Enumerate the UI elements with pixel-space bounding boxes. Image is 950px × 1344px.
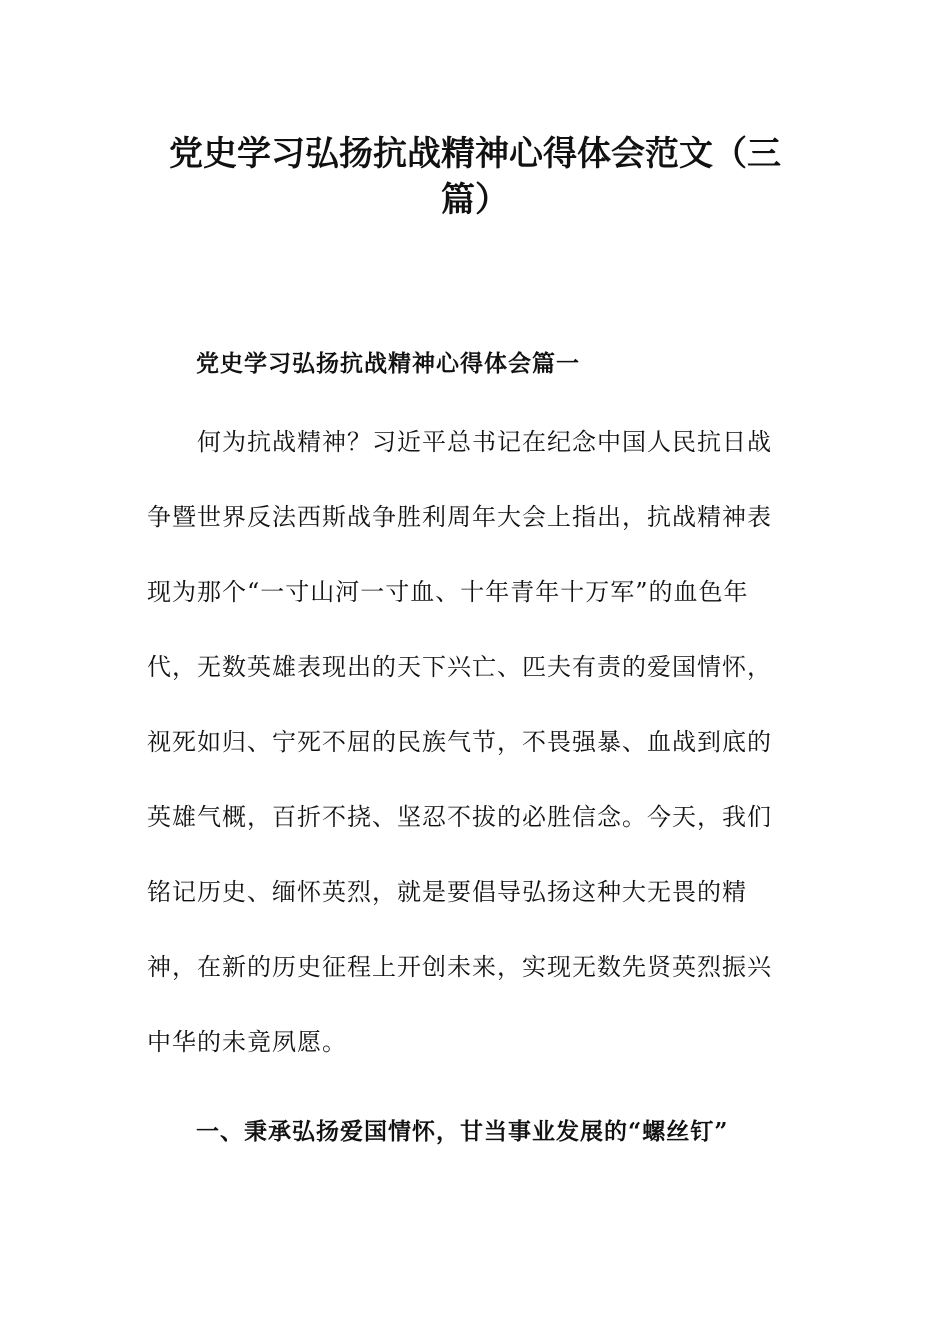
paragraph-line: 视死如归、宁死不屈的民族气节，不畏强暴、血战到底的 [147, 728, 772, 756]
document-title-line-2: 篇） [441, 180, 509, 220]
paragraph-line: 英雄气概，百折不挠、坚忍不拔的必胜信念。今天，我们 [147, 803, 772, 831]
paragraph-line: 铭记历史、缅怀英烈，就是要倡导弘扬这种大无畏的精 [147, 878, 747, 906]
section-heading: 党史学习弘扬抗战精神心得体会篇一 [196, 350, 580, 377]
subheading: 一、秉承弘扬爱国情怀，甘当事业发展的“螺丝钉” [196, 1118, 729, 1145]
paragraph-line: 代，无数英雄表现出的天下兴亡、匹夫有责的爱国情怀， [147, 653, 772, 681]
paragraph-line: 中华的未竟夙愿。 [147, 1028, 347, 1056]
paragraph-line: 神，在新的历史征程上开创未来，实现无数先贤英烈振兴 [147, 953, 772, 981]
paragraph-line: 何为抗战精神？习近平总书记在纪念中国人民抗日战 [197, 428, 772, 456]
paragraph-line: 现为那个“一寸山河一寸血、十年青年十万军”的血色年 [147, 578, 749, 606]
document-title-line-1: 党史学习弘扬抗战精神心得体会范文（三 [169, 134, 781, 174]
paragraph-line: 争暨世界反法西斯战争胜利周年大会上指出，抗战精神表 [147, 503, 772, 531]
